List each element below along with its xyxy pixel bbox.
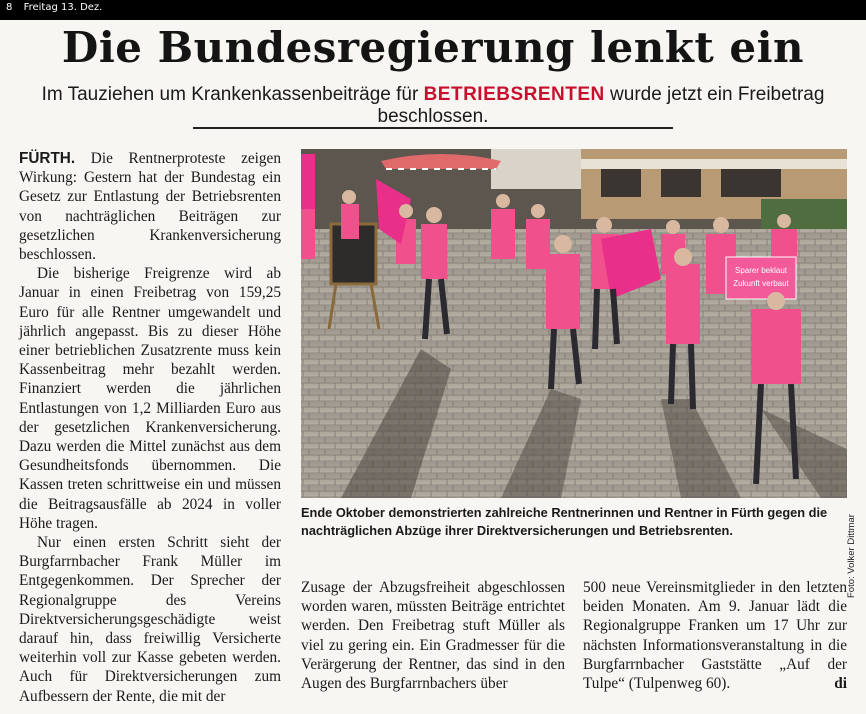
article-paragraph-1-text: Die Rentnerproteste zeigen Wirkung: Gestern hat der Bundestag ein Gesetz zur Entlastung der Betriebsrenten von nachträglichen Beiträgen zur gesetzlichen Krankenversicherung beschlossen.	[19, 150, 281, 264]
article-paragraph-4: Zusage der Abzugsfreiheit abgeschlossen worden waren, müssten Beiträge entrichtet werden. Den Freibetrag stuft Müller als viel zu gering ein. Ein Gradmesser für die Verärgerung der Rentner, das sind in den Augen des Burgfarrnbachers über	[301, 579, 565, 693]
demonstration-photo-illustration	[301, 149, 847, 498]
article-paragraph-1	[19, 149, 281, 264]
dateline: FÜRTH.	[19, 150, 76, 167]
subheadline	[0, 84, 866, 128]
photo-caption: Ende Oktober demonstrierten zahlreiche Rentnerinnen und Rentner in Fürth gegen die nachträglichen Abzüge ihrer Direktversicherungen und Betriebsrenten.	[301, 505, 828, 538]
article-paragraph-5	[583, 578, 847, 693]
page-header-bar	[0, 0, 866, 20]
subheadline-after: wurde jetzt ein Freibetrag beschlossen.	[377, 84, 825, 127]
page-number: 8	[6, 2, 13, 13]
article-column-1	[19, 149, 281, 706]
headline: Die Bundesregierung lenkt ein	[61, 23, 805, 72]
page-date: Freitag 13. Dez.	[23, 2, 103, 13]
article-paragraph-2: Die bisherige Freigrenze wird ab Januar in einen Freibetrag von 159,25 Euro für alle Rentner umgewandelt und jährlich angepasst. Bis zu dieser Höhe einer betrieblichen Zusatzrente muss kein Kassenbeitrag mehr bezahlt werden. Finanziert werden die jährlichen Entlastungen von 1,2 Milliarden Euro aus der gesetzlichen Krankenversicherung. Dazu werden die Mittel zunächst aus dem Gesundheitsfonds übernommen. Die Kassen treten schrittweise ein und müssen die Beitragsausfälle ab 2024 in voller Höhe tragen.	[19, 265, 281, 532]
sign-text-1: Sparer beklaut	[734, 266, 788, 275]
sign-text-2: Zukunft verbaut	[733, 279, 789, 288]
subheadline-highlight: BETRIEBSRENTEN	[423, 84, 605, 105]
article-column-3	[583, 578, 847, 693]
article-paragraph-3: Nur einen ersten Schritt sieht der Burgfarrnbacher Frank Müller im Entgegenkommen. Der Sprecher der Regionalgruppe des Vereins Direktversicherungsgeschädigte weist darauf hin, dass freiwillig Versicherte weiterhin voll zur Kasse gebeten werden. Auch für Direktversicherungen zum Aufbessern der Rente, die mit der	[19, 534, 281, 705]
photo-credit: Foto: Volker Dittmar	[846, 514, 857, 598]
article-column-2	[301, 578, 565, 693]
headline-rule	[193, 127, 673, 129]
article-paragraph-5-text: 500 neue Vereinsmitglieder in den letzten beiden Monaten. Am 9. Januar lädt die Regionalgruppe Franken um 17 Uhr zur nächsten Informationsveranstaltung in die Burgfarrnbacher Gaststätte „Auf der Tulpe“ (Tulpenweg 60).	[583, 579, 847, 693]
subheadline-before: Im Tauziehen um Krankenkassenbeiträge für	[41, 84, 424, 105]
author-initials: di	[834, 675, 847, 693]
news-photo	[301, 149, 847, 498]
